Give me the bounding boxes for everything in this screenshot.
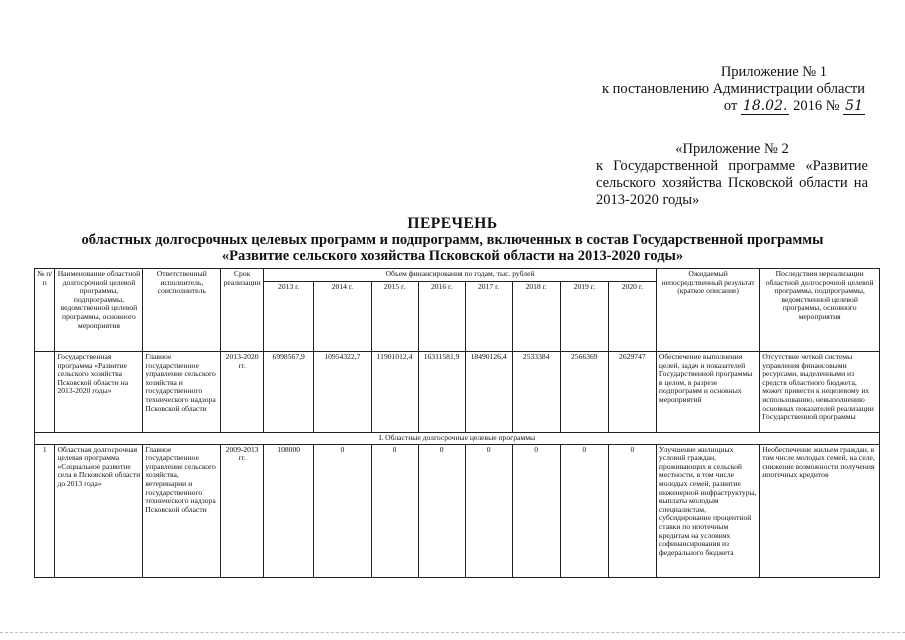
cell-consequences: Необеспечение жильем граждан, в том числе молодых семей, на селе, снижение возможности получения ипотечных кредитов [760,444,880,577]
header-result: Ожидаемый непосредственный результат (краткое описание) [656,269,759,352]
cell-term: 2009-2013 гг. [221,444,264,577]
cell-value: 0 [512,444,560,577]
cell-value: 2533384 [512,352,560,433]
cell-value: 0 [608,444,656,577]
cell-value: 16311581,9 [418,352,465,433]
cell-value: 0 [314,444,371,577]
handwritten-date: 18.02. [742,98,788,114]
appendix-1-decree: к постановлению Администрации области [601,81,865,97]
cell-result: Обеспечение выполнения целей, задач и показателей Государственной программы в целом, в разрезе подпрограмм и основных мероприятий [656,352,759,433]
header-executor: Ответственный исполнитель, соисполнитель [143,269,221,352]
header-year: 2015 г. [371,282,418,352]
cell-value: 2566369 [560,352,608,433]
date-prefix: от [723,98,738,114]
page-cut-line [0,632,905,633]
table-row-state-program [35,352,880,433]
cell-value: 0 [418,444,465,577]
title-line-3: «Развитие сельского хозяйства Псковской области на 2013-2020 годы» [221,248,684,264]
cell-value: 0 [371,444,418,577]
programs-table [34,268,880,578]
cell-value: 2629747 [608,352,656,433]
header-year: 2020 г. [608,282,656,352]
cell-value: 18490126,4 [465,352,512,433]
table-header-row [35,269,880,282]
appendix-2-program: к Государственной программе «Развитие сельского хозяйства Псковской области на 2013-2020 годы» [596,158,868,208]
header-year: 2016 г. [418,282,465,352]
handwritten-number: 51 [845,98,863,114]
cell-executor: Главное государственное управление сельского хозяйства и государственного технического надзора Псковской области [143,352,221,433]
title-line-2: областных долгосрочных целевых программ и подпрограмм, включенных в состав Государственной программы [81,232,824,248]
header-year: 2017 г. [465,282,512,352]
cell-executor: Главное государственное управление сельского хозяйства, ветеринарии и государственного технического надзора Псковской области [143,444,221,577]
header-num: № п/п [35,269,55,352]
cell-num: 1 [35,444,55,577]
section-row [35,433,880,445]
header-year: 2013 г. [264,282,314,352]
appendix-2-title: «Приложение № 2 [675,141,789,157]
cell-term: 2013-2020 гг. [221,352,264,433]
cell-value: 10954322,7 [314,352,371,433]
cell-name: Областная долгосрочная целевая программа «Социальное развитие села в Псковской области до 2013 года» [55,444,143,577]
appendix-1-header [580,64,865,115]
header-funding: Объем финансирования по годам, тыс. рублей [264,269,657,282]
cell-value: 0 [560,444,608,577]
document-title [0,216,905,264]
header-year: 2014 г. [314,282,371,352]
cell-value: 0 [465,444,512,577]
appendix-1-title: Приложение № 1 [720,64,827,80]
cell-num [35,352,55,433]
cell-consequences: Отсутствие четкой системы управления финансовыми ресурсами, выделенными из средств областного бюджета, может привести к нецелевому их использованию, невыполнению основных показателей реализации Государственной программы [760,352,880,433]
appendix-2-header [596,141,868,209]
header-name: Наименование областной долгосрочной целевой программы, подпрограммы, ведомственной целевой программы, основного мероприятия [55,269,143,352]
section-title: I. Областные долгосрочные целевые программы [35,433,880,445]
cell-value: 6998567,9 [264,352,314,433]
header-consequences: Последствия нереализации областной долгосрочной целевой программы, подпрограммы, ведомственной целевой программы, основного мероприятия [760,269,880,352]
cell-result: Улучшение жилищных условий граждан, проживающих в сельской местности, в том числе молодых семей, развитие инженерной инфраструктуры, выплаты молодым специалистам, субсидирование процентной ставки по ипотечным кредитам на условиях софинансирования из федерального бюджета [656,444,759,577]
table-row-program-1 [35,444,880,577]
appendix-1-date-line [580,98,865,115]
cell-name: Государственная программа «Развитие сельского хозяйства Псковской области на 2013-2020 годы» [55,352,143,433]
cell-value: 108000 [264,444,314,577]
header-year: 2018 г. [512,282,560,352]
header-year: 2019 г. [560,282,608,352]
year-label: 2016 № [793,98,840,114]
cell-value: 11901012,4 [371,352,418,433]
header-term: Срок реализации [221,269,264,352]
title-perechen: ПЕРЕЧЕНЬ [407,215,498,232]
